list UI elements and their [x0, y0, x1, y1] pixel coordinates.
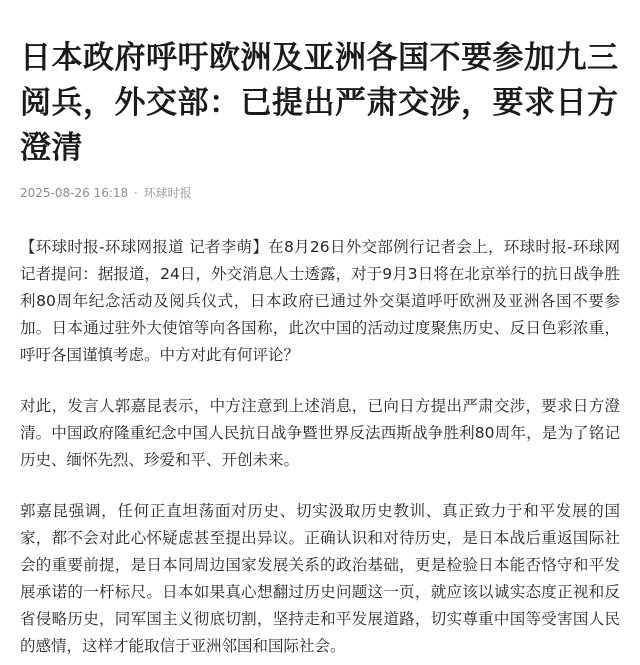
source-name[interactable]: 环球时报: [143, 186, 192, 200]
meta-separator: ·: [133, 186, 138, 200]
publish-date: 2025-08-26 16:18: [20, 186, 129, 200]
paragraph: 对此，发言人郭嘉昆表示，中方注意到上述消息，已向日方提出严肃交涉，要求日方澄清。中国政府隆重纪念中国人民抗日战争暨世界反法西斯战争胜利80周年，是为了铭记历史、缅怀先烈、珍爱和平、开创未来。: [20, 397, 620, 469]
paragraph: 郭嘉昆强调，任何正直坦荡面对历史、切实汲取历史教训、真正致力于和平发展的国家，都不会对此心怀疑虑甚至提出异议。正确认识和对待历史，是日本战后重返国际社会的重要前提，是日本同周边国家发展关系的政治基础，更是检验日本能否恪守和平发展承诺的一杆标尺。日本如果真心想翻过历史问题这一页，就应该以诚实态度正视和反省侵略历史，同军国主义彻底切割，坚持走和平发展道路，切实尊重中国等受害国人民的感情，这样才能取信于亚洲邻国和国际社会。: [20, 502, 620, 655]
article-body: [20, 234, 620, 660]
article-meta: [20, 184, 620, 202]
paragraph: 【环球时报-环球网报道 记者李萌】在8月26日外交部例行记者会上，环球时报-环球网记者提问：据报道，24日，外交消息人士透露，对于9月3日将在北京举行的抗日战争胜利80周年纪念活动及阅兵仪式，日本政府已通过外交渠道呼吁欧洲及亚洲各国不要参加。日本通过驻外大使馆等向各国称，此次中国的活动过度聚焦历史、反日色彩浓重，呼吁各国谨慎考虑。中方对此有何评论？: [20, 238, 620, 364]
article-title: 日本政府呼吁欧洲及亚洲各国不要参加九三阅兵，外交部：已提出严肃交涉，要求日方澄清: [20, 40, 619, 166]
